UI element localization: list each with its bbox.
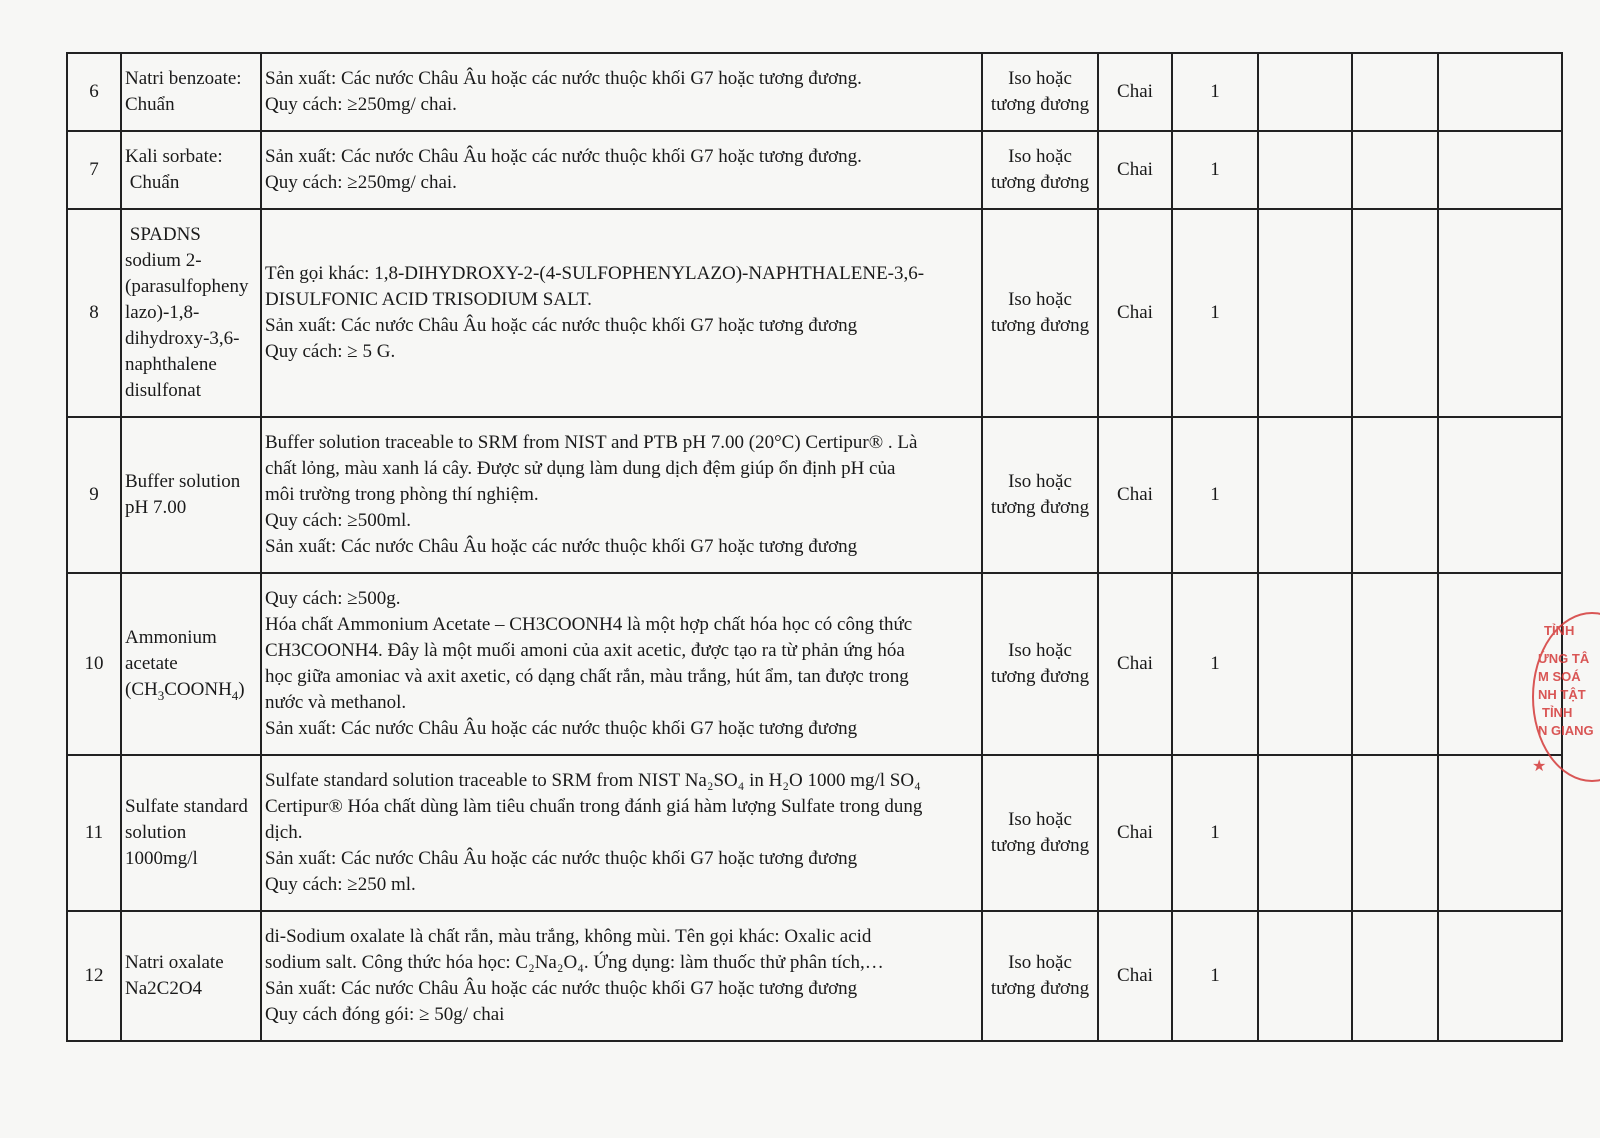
- item-quantity: 1: [1172, 131, 1258, 209]
- item-quantity: 1: [1172, 417, 1258, 573]
- formula-subscript: 4: [231, 687, 239, 703]
- empty-cell: [1258, 573, 1352, 755]
- name-line: disulfonat: [125, 380, 201, 401]
- std-line: tương đương: [990, 172, 1090, 193]
- empty-cell: [1258, 131, 1352, 209]
- desc-line: sodium salt. Công thức hóa học: C₂Na₂O₄. Ứng dụng: làm thuốc thử phân tích,…: [265, 952, 884, 973]
- stamp-line: N GIANG: [1538, 723, 1594, 738]
- name-line: dihydroxy-3,6-: [125, 328, 240, 349]
- empty-cell: [1258, 53, 1352, 131]
- desc-line: Tên gọi khác: 1,8-DIHYDROXY-2-(4-SULFOPHENYLAZO)-NAPHTHALENE-3,6-: [265, 263, 925, 284]
- item-standard: [982, 209, 1098, 417]
- desc-line: Buffer solution traceable to SRM from NIST and PTB pH 7.00 (20°C) Certipur® . Là: [265, 432, 918, 453]
- std-line: tương đương: [990, 497, 1090, 518]
- formula-subscript: 3: [157, 687, 165, 703]
- item-standard: [982, 417, 1098, 573]
- table-row: [67, 755, 1562, 911]
- item-unit: Chai: [1098, 911, 1172, 1041]
- table-body: [67, 53, 1562, 1041]
- name-line: sodium 2-: [125, 250, 202, 271]
- desc-line: Sản xuất: Các nước Châu Âu hoặc các nước thuộc khối G7 hoặc tương đương: [265, 978, 858, 999]
- item-description: [261, 53, 982, 131]
- table-row: [67, 53, 1562, 131]
- item-name: [121, 53, 261, 131]
- stamp-line: NH TẬT: [1538, 687, 1586, 702]
- table-row: [67, 573, 1562, 755]
- desc-line: Quy cách: ≥500g.: [265, 588, 401, 609]
- desc-line: Quy cách: ≥ 5 G.: [265, 341, 396, 362]
- std-line: Iso hoặc: [1008, 809, 1072, 830]
- name-line: Ammonium: [125, 627, 217, 648]
- desc-line: Certipur® Hóa chất dùng làm tiêu chuẩn trong đánh giá hàm lượng Sulfate trong dung: [265, 796, 923, 817]
- name-line: Chuẩn: [125, 94, 175, 115]
- std-line: tương đương: [990, 94, 1090, 115]
- empty-cell: [1258, 911, 1352, 1041]
- desc-line: Quy cách: ≥250mg/ chai.: [265, 94, 457, 115]
- item-description: [261, 755, 982, 911]
- empty-cell: [1438, 131, 1562, 209]
- desc-line: chất lỏng, màu xanh lá cây. Được sử dụng làm dung dịch đệm giúp ổn định pH của: [265, 458, 896, 479]
- desc-line: DISULFONIC ACID TRISODIUM SALT.: [265, 289, 592, 310]
- desc-line: Quy cách đóng gói: ≥ 50g/ chai: [265, 1004, 505, 1025]
- empty-cell: [1258, 417, 1352, 573]
- std-line: Iso hoặc: [1008, 640, 1072, 661]
- std-line: tương đương: [990, 666, 1090, 687]
- stamp-line: ỨNG TÂ: [1538, 651, 1590, 666]
- desc-line: Quy cách: ≥250mg/ chai.: [265, 172, 457, 193]
- item-quantity: 1: [1172, 209, 1258, 417]
- desc-line: di-Sodium oxalate là chất rắn, màu trắng, không mùi. Tên gọi khác: Oxalic acid: [265, 926, 872, 947]
- std-line: Iso hoặc: [1008, 471, 1072, 492]
- item-unit: Chai: [1098, 53, 1172, 131]
- desc-line: Hóa chất Ammonium Acetate – CH3COONH4 là một hợp chất hóa học có công thức: [265, 614, 913, 635]
- row-number: 11: [67, 755, 121, 911]
- std-line: Iso hoặc: [1008, 289, 1072, 310]
- empty-cell: [1352, 573, 1438, 755]
- empty-cell: [1438, 209, 1562, 417]
- desc-line: Quy cách: ≥500ml.: [265, 510, 412, 531]
- name-formula: [125, 677, 257, 703]
- std-line: Iso hoặc: [1008, 952, 1072, 973]
- row-number: 7: [67, 131, 121, 209]
- name-line: Natri benzoate:: [125, 68, 242, 89]
- item-unit: Chai: [1098, 209, 1172, 417]
- item-quantity: 1: [1172, 755, 1258, 911]
- desc-line: Sản xuất: Các nước Châu Âu hoặc các nước thuộc khối G7 hoặc tương đương: [265, 848, 858, 869]
- item-unit: Chai: [1098, 573, 1172, 755]
- empty-cell: [1258, 209, 1352, 417]
- std-line: tương đương: [990, 315, 1090, 336]
- row-number: 8: [67, 209, 121, 417]
- name-line: Na2C2O4: [125, 978, 203, 999]
- desc-line: môi trường trong phòng thí nghiệm.: [265, 484, 539, 505]
- star-icon: ★: [1532, 758, 1547, 775]
- item-name: [121, 573, 261, 755]
- item-name: [121, 755, 261, 911]
- name-line: Sulfate standard: [125, 796, 248, 817]
- item-quantity: 1: [1172, 573, 1258, 755]
- desc-line: Sulfate standard solution traceable to SRM from NIST Na₂SO₄ in H₂O 1000 mg/l SO₄: [265, 770, 921, 791]
- name-line: lazo)-1,8-: [125, 302, 200, 323]
- name-line: pH 7.00: [125, 497, 187, 518]
- item-standard: [982, 573, 1098, 755]
- empty-cell: [1438, 417, 1562, 573]
- row-number: 10: [67, 573, 121, 755]
- row-number: 9: [67, 417, 121, 573]
- table-row: [67, 911, 1562, 1041]
- name-line: solution: [125, 822, 187, 843]
- std-line: tương đương: [990, 835, 1090, 856]
- item-description: [261, 573, 982, 755]
- item-description: [261, 209, 982, 417]
- stamp-line: M SOÁ: [1538, 669, 1581, 684]
- empty-cell: [1438, 911, 1562, 1041]
- item-standard: [982, 53, 1098, 131]
- formula-part: COONH: [164, 679, 232, 700]
- std-line: Iso hoặc: [1008, 146, 1072, 167]
- item-name: [121, 417, 261, 573]
- name-line: Buffer solution: [125, 471, 241, 492]
- desc-line: Sản xuất: Các nước Châu Âu hoặc các nước thuộc khối G7 hoặc tương đương: [265, 718, 858, 739]
- empty-cell: [1352, 755, 1438, 911]
- empty-cell: [1258, 755, 1352, 911]
- std-line: tương đương: [990, 978, 1090, 999]
- empty-cell: [1352, 53, 1438, 131]
- formula-part: (CH: [125, 679, 158, 700]
- item-unit: Chai: [1098, 131, 1172, 209]
- stamp-line: TỈNH: [1542, 705, 1573, 720]
- item-quantity: 1: [1172, 53, 1258, 131]
- desc-line: Sản xuất: Các nước Châu Âu hoặc các nước thuộc khối G7 hoặc tương đương: [265, 536, 858, 557]
- desc-line: Quy cách: ≥250 ml.: [265, 874, 416, 895]
- empty-cell: [1438, 53, 1562, 131]
- table-row: [67, 131, 1562, 209]
- table-row: [67, 209, 1562, 417]
- row-number: 6: [67, 53, 121, 131]
- item-unit: Chai: [1098, 755, 1172, 911]
- item-unit: Chai: [1098, 417, 1172, 573]
- item-standard: [982, 755, 1098, 911]
- desc-line: CH3COONH4. Đây là một muối amoni của axit acetic, được tạo ra từ phản ứng hóa: [265, 640, 905, 661]
- empty-cell: [1352, 131, 1438, 209]
- item-description: [261, 417, 982, 573]
- item-quantity: 1: [1172, 911, 1258, 1041]
- desc-line: học giữa amoniac và axit axetic, có dạng chất rắn, màu trắng, hút ẩm, tan được trong: [265, 666, 909, 687]
- stamp-line: TỈNH: [1544, 623, 1575, 638]
- desc-line: Sản xuất: Các nước Châu Âu hoặc các nước thuộc khối G7 hoặc tương đương.: [265, 146, 862, 167]
- name-line: Natri oxalate: [125, 952, 224, 973]
- formula-part: ): [238, 679, 245, 700]
- chemicals-table: [66, 52, 1563, 1042]
- empty-cell: [1352, 911, 1438, 1041]
- desc-line: Sản xuất: Các nước Châu Âu hoặc các nước thuộc khối G7 hoặc tương đương: [265, 315, 858, 336]
- item-standard: [982, 911, 1098, 1041]
- std-line: Iso hoặc: [1008, 68, 1072, 89]
- item-name: [121, 131, 261, 209]
- item-description: [261, 131, 982, 209]
- item-standard: [982, 131, 1098, 209]
- name-line: (parasulfopheny: [125, 276, 249, 297]
- name-line: Kali sorbate:: [125, 146, 223, 167]
- name-line: SPADNS: [125, 224, 201, 245]
- desc-line: dịch.: [265, 822, 303, 843]
- empty-cell: [1352, 417, 1438, 573]
- name-line: Chuẩn: [125, 172, 180, 193]
- name-line: acetate: [125, 653, 178, 674]
- row-number: 12: [67, 911, 121, 1041]
- name-line: naphthalene: [125, 354, 217, 375]
- item-name: [121, 911, 261, 1041]
- name-line: 1000mg/l: [125, 848, 198, 869]
- empty-cell: [1352, 209, 1438, 417]
- item-description: [261, 911, 982, 1041]
- desc-line: nước và methanol.: [265, 692, 407, 713]
- item-name: [121, 209, 261, 417]
- empty-cell: [1438, 755, 1562, 911]
- table-row: [67, 417, 1562, 573]
- desc-line: Sản xuất: Các nước Châu Âu hoặc các nước thuộc khối G7 hoặc tương đương.: [265, 68, 862, 89]
